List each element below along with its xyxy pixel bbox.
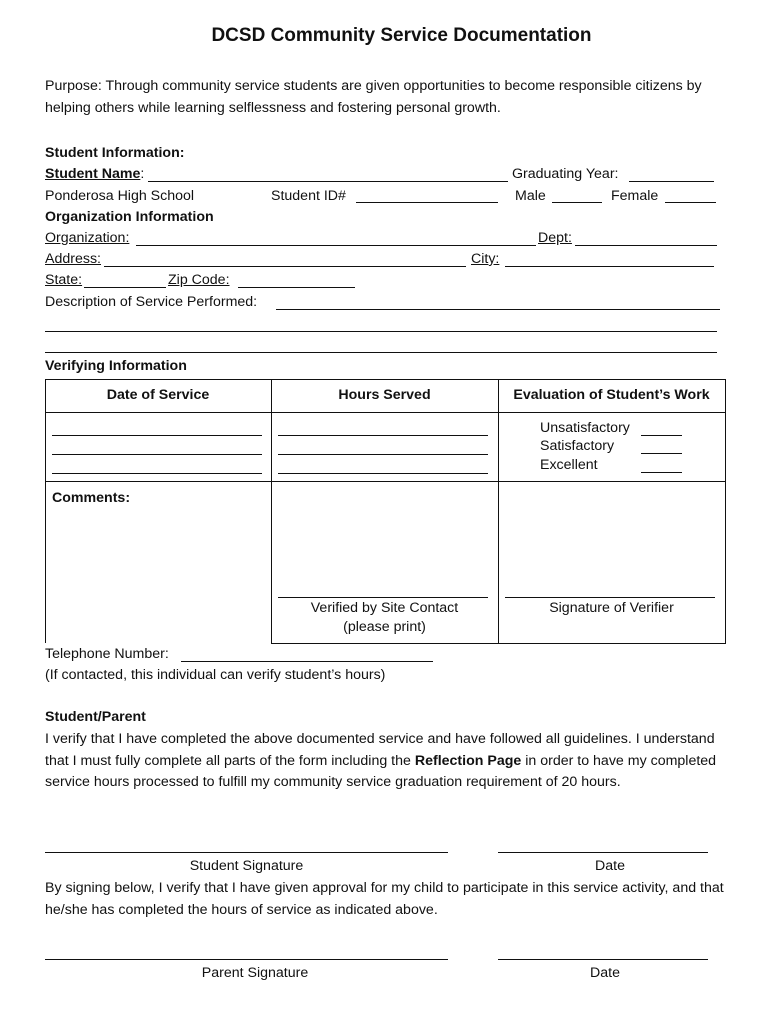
eval-unsatisfactory-field[interactable] — [641, 435, 682, 436]
hours-field-3[interactable] — [278, 473, 488, 474]
column-header-date: Date of Service — [106, 387, 210, 403]
site-contact-field[interactable] — [278, 597, 488, 598]
parent-statement: By signing below, I verify that I have given approval for my child to participate in this service activity, and that he/she has completed the hours of service as indicated above. — [45, 880, 724, 918]
eval-option-excellent: Excellent — [540, 457, 598, 473]
table-border-mid — [45, 481, 726, 482]
eval-option-unsatisfactory: Unsatisfactory — [540, 420, 630, 436]
student-id-field[interactable] — [356, 202, 498, 203]
organization-field[interactable] — [136, 245, 536, 246]
verifier-signature-field[interactable] — [505, 597, 715, 598]
student-statement-post: in order to have my completed service hours processed to fulfill my community service graduation requirement of 20 hours. — [45, 752, 717, 790]
eval-option-satisfactory: Satisfactory — [540, 438, 615, 454]
parent-signature-field[interactable] — [45, 959, 448, 960]
telephone-field[interactable] — [181, 661, 433, 662]
dept-label: Dept: — [538, 230, 572, 246]
address-field[interactable] — [104, 266, 466, 267]
student-name-label: Student Name — [45, 166, 141, 182]
date-field-3[interactable] — [52, 473, 262, 474]
comments-area[interactable] — [46, 510, 270, 642]
table-border-right — [725, 379, 726, 643]
female-label: Female — [611, 188, 659, 204]
signature-verifier-label: Signature of Verifier — [549, 600, 674, 616]
date-field-1[interactable] — [52, 435, 262, 436]
telephone-label: Telephone Number: — [45, 646, 169, 662]
table-border-top — [45, 379, 726, 380]
hours-field-2[interactable] — [278, 454, 488, 455]
parent-date-field[interactable] — [498, 959, 708, 960]
page-title: DCSD Community Service Documentation — [211, 25, 592, 46]
state-field[interactable] — [84, 287, 166, 288]
table-border-header — [45, 412, 726, 413]
table-border-bottom — [271, 643, 726, 644]
city-label: City: — [471, 251, 500, 267]
please-print-label: (please print) — [343, 619, 426, 635]
city-field[interactable] — [505, 266, 714, 267]
male-label: Male — [515, 188, 546, 204]
student-signature-label: Student Signature — [189, 858, 304, 874]
grad-year-field[interactable] — [629, 181, 714, 182]
dept-field[interactable] — [575, 245, 717, 246]
zip-field[interactable] — [238, 287, 355, 288]
student-name-label-group — [45, 166, 144, 183]
contact-note: (If contacted, this individual can verify student’s hours) — [45, 667, 386, 683]
column-header-evaluation: Evaluation of Student’s Work — [513, 387, 710, 403]
eval-excellent-field[interactable] — [641, 472, 682, 473]
organization-label: Organization: — [45, 230, 130, 246]
eval-satisfactory-field[interactable] — [641, 453, 682, 454]
verifying-heading: Verifying Information — [45, 358, 187, 374]
colon: : — [140, 166, 145, 182]
student-name-field[interactable] — [148, 181, 508, 182]
student-info-heading: Student Information: — [45, 145, 185, 161]
date-field-2[interactable] — [52, 454, 262, 455]
purpose-text: Purpose: Through community service students are given opportunities to become responsible citizens by helping others while learning selflessness and fostering personal growth. — [45, 78, 702, 116]
reflection-page-text: Reflection Page — [414, 752, 522, 769]
column-header-hours: Hours Served — [338, 387, 431, 403]
org-info-heading: Organization Information — [45, 209, 214, 225]
student-statement-pre: I verify that I have completed the above documented service and have followed all guidelines. I understand that I must fully complete all parts of the form including the — [45, 731, 715, 769]
student-date-field[interactable] — [498, 852, 708, 853]
address-label: Address: — [45, 251, 101, 267]
school-name: Ponderosa High School — [45, 188, 195, 204]
hours-field-1[interactable] — [278, 435, 488, 436]
female-field[interactable] — [665, 202, 716, 203]
description-field-line-2[interactable] — [45, 331, 717, 332]
student-statement — [45, 729, 725, 794]
student-date-label: Date — [595, 858, 625, 874]
grad-year-label: Graduating Year: — [512, 166, 619, 182]
student-parent-heading: Student/Parent — [45, 709, 146, 725]
student-signature-field[interactable] — [45, 852, 448, 853]
parent-date-label: Date — [590, 965, 620, 981]
description-field-line-1[interactable] — [276, 309, 720, 310]
zip-label: Zip Code: — [168, 272, 230, 288]
description-field-line-3[interactable] — [45, 352, 717, 353]
male-field[interactable] — [552, 202, 602, 203]
comments-label: Comments: — [52, 490, 131, 506]
verified-by-label: Verified by Site Contact — [310, 600, 459, 616]
description-label: Description of Service Performed: — [45, 294, 258, 310]
student-id-label: Student ID# — [271, 188, 346, 204]
state-label: State: — [45, 272, 83, 288]
parent-signature-label: Parent Signature — [201, 965, 309, 981]
